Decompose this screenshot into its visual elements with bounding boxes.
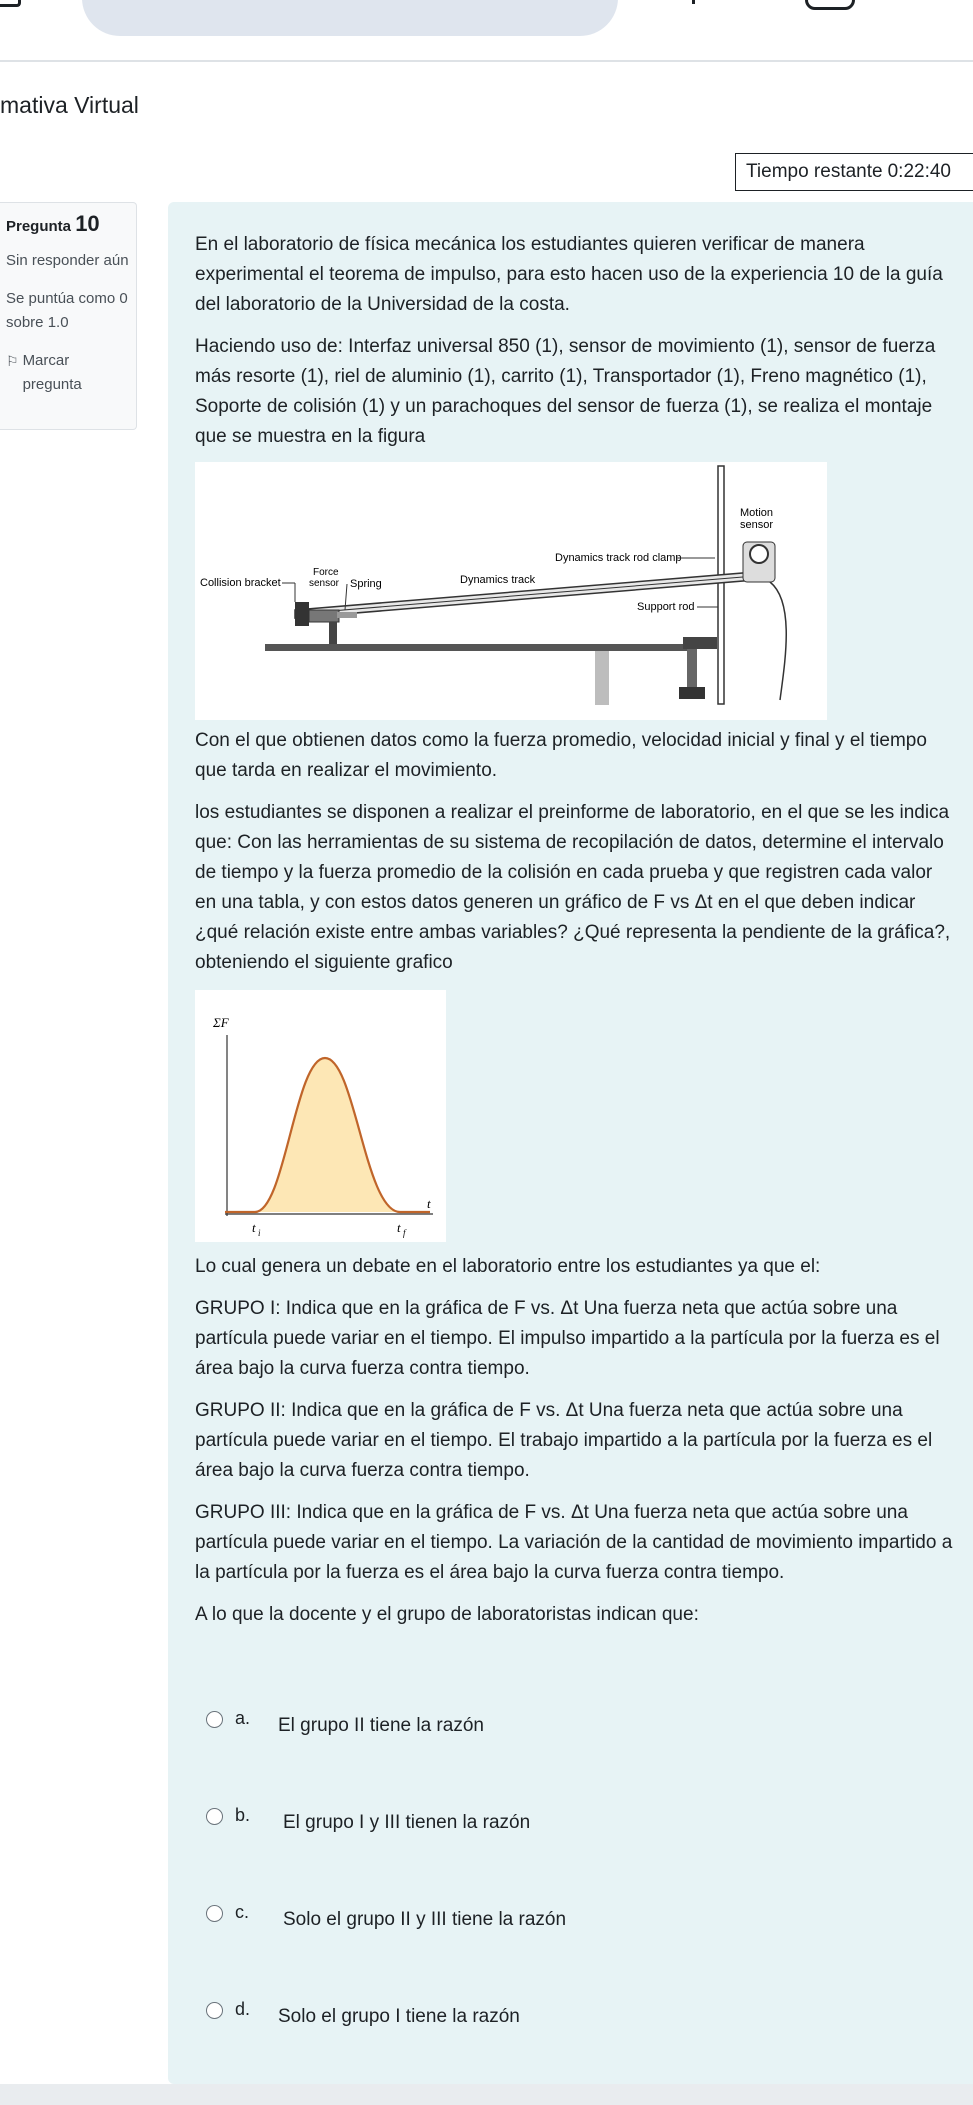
question-paragraph: Con el que obtienen datos como la fuerza promedio, velocidad inicial y final y el tiempo que tarda en realizar el movimiento. (195, 730, 927, 781)
force-sensor (309, 610, 339, 622)
question-paragraph: En el laboratorio de física mecánica los estudiantes quieren verificar de manera experimental el teorema de impulso, para esto hacen uso de la experiencia 10 de la guía del laboratorio de la Universidad de la costa. (195, 234, 943, 315)
divider (692, 0, 695, 4)
answer-text[interactable]: Solo el grupo II y III tiene la razón (283, 1909, 567, 1930)
timer-value: 0:22:40 (887, 161, 951, 182)
label-collision-bracket: Collision bracket (200, 577, 281, 589)
table-surface (265, 644, 695, 651)
flag-question-link[interactable] (6, 349, 130, 397)
site-title: mativa Virtual (0, 92, 139, 118)
label-motion-sensor-2: sensor (740, 519, 774, 531)
collision-bracket (295, 602, 309, 626)
answer-letter: a. (235, 1708, 251, 1728)
support-rod (718, 466, 724, 704)
question-paragraph: GRUPO III: Indica que en la gráfica de F vs. Δt Una fuerza neta que actúa sobre una partícula puede variar en el tiempo. La variación de la cantidad de movimiento impartido a la partícula por la fuerza es el área bajo la curva fuerza contra tiempo. (195, 1502, 953, 1583)
label-ti: t (252, 1220, 256, 1235)
radio-button[interactable] (206, 1711, 223, 1728)
question-paragraph: Haciendo uso de: Interfaz universal 850 (1), sensor de movimiento (1), sensor de fuerza más resorte (1), riel de aluminio (1), carrito (1), Transportador (1), Freno magnético (1), Soporte de colisión (1) y un parachoques del sensor de fuerza (1), se realiza el montaje que se muestra en la figura (195, 336, 936, 447)
answer-option-b[interactable] (206, 1805, 250, 1826)
timer-label: Tiempo restante (746, 161, 883, 182)
answer-text[interactable]: El grupo I y III tienen la razón (283, 1812, 531, 1833)
answer-letter: c. (235, 1902, 250, 1922)
label-support-rod: Support rod (637, 601, 695, 613)
radio-button[interactable] (206, 2002, 223, 2019)
answer-text[interactable]: Solo el grupo I tiene la razón (278, 2006, 520, 2027)
question-state: Sin responder aún (6, 252, 129, 269)
answer-option-d[interactable] (206, 1999, 250, 2020)
search-bar[interactable] (82, 0, 618, 36)
question-paragraph: GRUPO II: Indica que en la gráfica de F vs. Δt Una fuerza neta que actúa sobre una partícula puede variar en el tiempo. El trabajo impartido a la partícula por la fuerza es el área bajo la curva fuerza contra tiempo. (195, 1400, 933, 1481)
quiz-timer (735, 153, 973, 191)
spring (337, 612, 357, 618)
label-spring: Spring (350, 578, 382, 590)
answer-option-a[interactable] (206, 1708, 250, 1729)
footer-band (0, 2084, 973, 2105)
answer-text[interactable]: El grupo II tiene la razón (278, 1715, 484, 1736)
question-paragraph: Lo cual genera un debate en el laboratorio entre los estudiantes ya que el: (195, 1256, 821, 1277)
question-paragraph: A lo que la docente y el grupo de laboratoristas indican que: (195, 1604, 699, 1625)
question-paragraph: los estudiantes se disponen a realizar el preinforme de laboratorio, en el que se les indica que: Con las herramientas de su sistema de recopilación de datos, determine el intervalo de tiempo y la fuerza promedio de la colisión en cada prueba y que registren cada valor en una tabla, y con estos datos generen un gráfico de F vs Δt en el que deben indicar ¿qué relación existe entre ambas variables? ¿Qué representa la pendiente de la gráfica?, obteniendo el siguiente grafico (195, 802, 951, 973)
bracket-foot (329, 622, 337, 644)
label-tf-sub: f (403, 1228, 406, 1238)
clamp-base (679, 687, 705, 699)
lab-setup-figure (195, 462, 827, 720)
toggle-icon[interactable] (805, 0, 855, 10)
question-content (168, 202, 973, 2084)
label-motion-sensor: Motion (740, 507, 774, 519)
question-number-value: 10 (75, 211, 100, 236)
radio-button[interactable] (206, 1905, 223, 1922)
label-tf: t (397, 1220, 401, 1235)
flag-icon: ⚐ (6, 353, 19, 369)
question-grade: Se puntúa como 0 sobre 1.0 (6, 290, 128, 331)
question-paragraph: GRUPO I: Indica que en la gráfica de F vs. Δt Una fuerza neta que actúa sobre una partícula puede variar en el tiempo. El impulso impartido a la partícula por la fuerza es el área bajo la curva fuerza contra tiempo. (195, 1298, 940, 1379)
answer-option-c[interactable] (206, 1902, 249, 1923)
label-dynamics-track: Dynamics track (460, 574, 536, 586)
top-navbar (0, 0, 973, 62)
question-number (6, 211, 130, 237)
sensor-cable (770, 582, 786, 700)
question-text (195, 230, 955, 1642)
motion-sensor-lens (750, 545, 768, 563)
menu-icon[interactable] (0, 0, 21, 7)
rod-clamp (683, 637, 717, 649)
label-track-clamp: Dynamics track rod clamp (555, 552, 682, 564)
label-ti-sub: i (258, 1228, 261, 1238)
y-axis-label: ΣF (213, 1015, 229, 1030)
x-axis-label: t (427, 1196, 431, 1211)
radio-button[interactable] (206, 1808, 223, 1825)
force-time-graph (195, 990, 446, 1242)
answer-letter: d. (235, 1999, 251, 2019)
question-info (0, 202, 137, 430)
answer-letter: b. (235, 1805, 251, 1825)
question-prefix: Pregunta (6, 218, 72, 235)
label-force-sensor-2: sensor (309, 578, 340, 589)
label-force-sensor: Force (313, 567, 339, 578)
table-leg (595, 651, 609, 705)
flag-label: Marcar pregunta (22, 352, 82, 393)
